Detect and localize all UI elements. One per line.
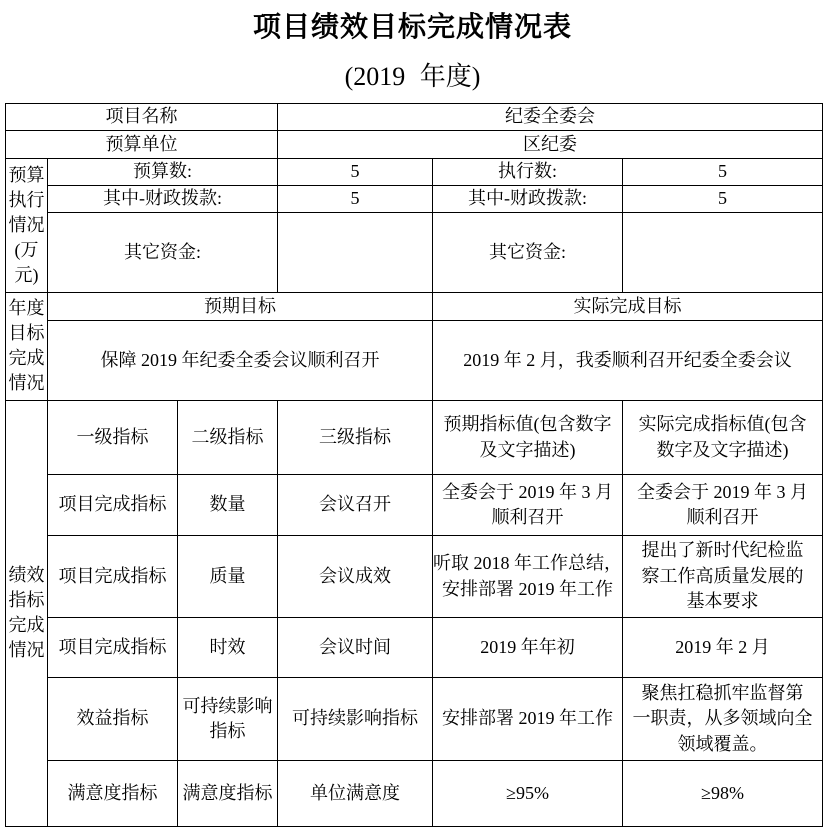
budget-execution-section-label: 预算执行情况(万元)	[8, 164, 45, 285]
budget-execution-section	[6, 159, 48, 293]
project-name-label: 项目名称	[6, 104, 278, 131]
table-row	[6, 321, 823, 401]
indicator-level3: 会议时间	[278, 618, 433, 678]
executed-fiscal-value: 5	[623, 186, 823, 213]
executed-amount-value: 5	[623, 159, 823, 186]
executed-fiscal-label: 其中-财政拨款:	[433, 186, 623, 213]
table-row	[6, 618, 823, 678]
budget-other-value	[278, 213, 433, 293]
indicator-actual: 提出了新时代纪检监 察工作高质量发展的 基本要求	[623, 536, 823, 618]
table-row	[6, 293, 823, 321]
level2-header: 二级指标	[178, 401, 278, 475]
indicator-level1: 满意度指标	[48, 761, 178, 827]
level3-header: 三级指标	[278, 401, 433, 475]
indicator-level3: 单位满意度	[278, 761, 433, 827]
expected-value-header: 预期指标值(包含数字 及文字描述)	[433, 401, 623, 475]
table-row	[6, 104, 823, 131]
performance-section-label: 绩效指标完成情况	[8, 565, 45, 661]
indicator-level2: 时效	[178, 618, 278, 678]
indicator-actual: 2019 年 2 月	[623, 618, 823, 678]
table-row	[6, 678, 823, 761]
annual-goals-section	[6, 293, 48, 401]
indicator-expected: ≥95%	[433, 761, 623, 827]
indicator-actual: 聚焦扛稳抓牢监督第 一职责，从多领域向全 领域覆盖。	[623, 678, 823, 761]
executed-other-value	[623, 213, 823, 293]
table-row	[6, 401, 823, 475]
table-row	[6, 536, 823, 618]
indicator-expected: 听取 2018 年工作总结， 安排部署 2019 年工作	[433, 536, 623, 618]
indicator-expected: 全委会于 2019 年 3 月 顺利召开	[433, 475, 623, 536]
budget-unit-label: 预算单位	[6, 131, 278, 159]
project-name-value: 纪委全委会	[278, 104, 823, 131]
budget-other-label: 其它资金:	[48, 213, 278, 293]
actual-value-header: 实际完成指标值(包含 数字及文字描述)	[623, 401, 823, 475]
level1-header: 一级指标	[48, 401, 178, 475]
expected-goal-header: 预期目标	[48, 293, 433, 321]
indicator-level1: 项目完成指标	[48, 475, 178, 536]
document-subtitle: (2019 年度)	[344, 62, 481, 91]
indicator-level1: 项目完成指标	[48, 536, 178, 618]
table-row	[6, 186, 823, 213]
actual-goal-text: 2019 年 2 月，我委顺利召开纪委全委会议	[433, 321, 823, 401]
document-title: 项目绩效目标完成情况表	[252, 12, 572, 43]
budget-amount-value: 5	[278, 159, 433, 186]
budget-unit-value: 区纪委	[278, 131, 823, 159]
indicator-actual: ≥98%	[623, 761, 823, 827]
table-row	[6, 213, 823, 293]
budget-fiscal-value: 5	[278, 186, 433, 213]
indicator-expected: 2019 年年初	[433, 618, 623, 678]
indicator-expected: 安排部署 2019 年工作	[433, 678, 623, 761]
table-row	[6, 159, 823, 186]
executed-other-label: 其它资金:	[433, 213, 623, 293]
table-row	[6, 475, 823, 536]
indicator-level1: 效益指标	[48, 678, 178, 761]
budget-amount-label: 预算数:	[48, 159, 278, 186]
indicator-level3: 会议召开	[278, 475, 433, 536]
indicator-level2: 满意度指标	[178, 761, 278, 827]
indicator-level2: 质量	[178, 536, 278, 618]
performance-goal-table	[5, 103, 823, 827]
indicator-level2: 可持续影响指标	[178, 678, 278, 761]
performance-section	[6, 401, 48, 827]
table-row	[6, 131, 823, 159]
indicator-level1: 项目完成指标	[48, 618, 178, 678]
executed-amount-label: 执行数:	[433, 159, 623, 186]
budget-fiscal-label: 其中-财政拨款:	[48, 186, 278, 213]
indicator-level3: 可持续影响指标	[278, 678, 433, 761]
actual-goal-header: 实际完成目标	[433, 293, 823, 321]
expected-goal-text: 保障 2019 年纪委全委会议顺利召开	[48, 321, 433, 401]
indicator-level3: 会议成效	[278, 536, 433, 618]
indicator-actual: 全委会于 2019 年 3 月 顺利召开	[623, 475, 823, 536]
table-row	[6, 761, 823, 827]
annual-goals-section-label: 年度目标完成情况	[8, 298, 45, 394]
indicator-level2: 数量	[178, 475, 278, 536]
